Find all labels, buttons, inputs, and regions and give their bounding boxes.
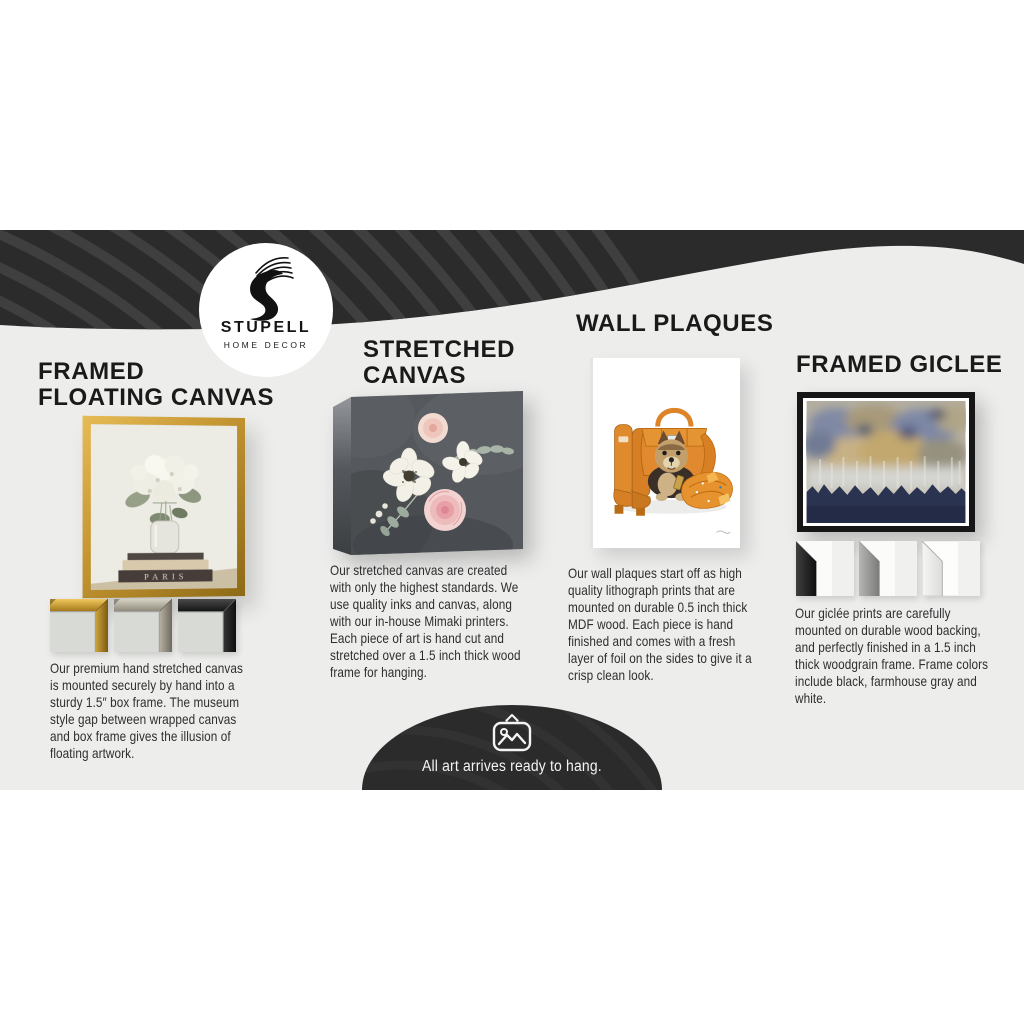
title-line: WALL PLAQUES xyxy=(576,310,774,337)
book-stack xyxy=(118,553,212,583)
description-framed-floating-canvas: Our premium hand stretched canvas is mounted securely by hand into a sturdy 1.5″ box frame. The museum style gap between wrapped canvas and box frame gives the illusion of floating artwork. xyxy=(50,660,243,761)
stupell-s-swoosh-icon xyxy=(235,251,297,321)
title-line: FLOATING CANVAS xyxy=(38,384,275,411)
brand-logo xyxy=(199,243,333,377)
footer-message-text: All art arrives ready to hang. xyxy=(422,758,602,775)
brand-name: STUPELL xyxy=(220,319,312,336)
section-title-framed-giclee xyxy=(796,352,1002,378)
frame-corner-swatch-black xyxy=(178,599,236,652)
section-title-wall-plaques xyxy=(576,311,773,337)
top-wave-decoration xyxy=(0,230,1024,340)
brand-tagline: HOME DECOR xyxy=(223,340,309,350)
stretched-canvas-product-photo xyxy=(333,390,525,562)
framed-picture-icon xyxy=(488,713,536,757)
title-line: FRAMED GICLEE xyxy=(796,351,1003,378)
frame-corner-swatch-gold xyxy=(50,599,108,652)
artist-signature xyxy=(716,531,730,533)
floating-canvas-product-photo xyxy=(83,416,245,599)
floating-canvas-artwork xyxy=(91,424,237,590)
frame-color-swatches-floating xyxy=(50,599,236,652)
abstract-mottling xyxy=(806,405,966,488)
footer-dome xyxy=(362,705,662,790)
framed-giclee-product-photo xyxy=(797,392,975,532)
frame-corner-swatch-black xyxy=(796,541,854,596)
frame-color-swatches-giclee xyxy=(796,541,980,596)
title-line: CANVAS xyxy=(363,362,467,389)
frame-corner-swatch-white xyxy=(922,541,980,596)
hydrangea-books-artwork xyxy=(91,424,237,590)
frame-corner-swatch-farmhouse-gray xyxy=(859,541,917,596)
abstract-giclee-artwork xyxy=(806,401,966,523)
wall-plaque-product-photo xyxy=(590,358,740,548)
description-framed-giclee: Our giclée prints are carefully mounted on durable wood backing, and perfectly finished in a 1.5 inch thick woodgrain frame. Frame colors include black, farmhouse gray and white. xyxy=(795,605,989,706)
yorkie-fashion-artwork xyxy=(593,358,740,548)
description-wall-plaques: Our wall plaques start off as high quality lithograph prints that are mounted on durable 0.5 inch thick MDF wood. Each piece is hand finished and comes with a fresh layer of foil on the sides to give it a crisp clean look. xyxy=(568,565,752,683)
blush-rose-top xyxy=(418,413,448,443)
title-line: FRAMED xyxy=(38,358,145,385)
title-line: STRETCHED xyxy=(363,336,516,363)
content-band xyxy=(0,230,1024,790)
pink-rose-bottom xyxy=(424,489,466,531)
footer-message xyxy=(362,758,662,776)
frame-corner-swatch-champagne xyxy=(114,599,172,652)
section-title-stretched-canvas xyxy=(363,337,515,389)
canvas-side-edge xyxy=(333,397,351,555)
canvas-front-artwork xyxy=(333,390,525,562)
paris-book-label: PARIS xyxy=(144,571,188,582)
description-stretched-canvas: Our stretched canvas are created with only the highest standards. We use quality inks and canvas, along with our in-house Mimaki printers. Each piece of art is hand cut and stretched over a 1.5 inch thick wood frame for hanging. xyxy=(330,562,521,680)
